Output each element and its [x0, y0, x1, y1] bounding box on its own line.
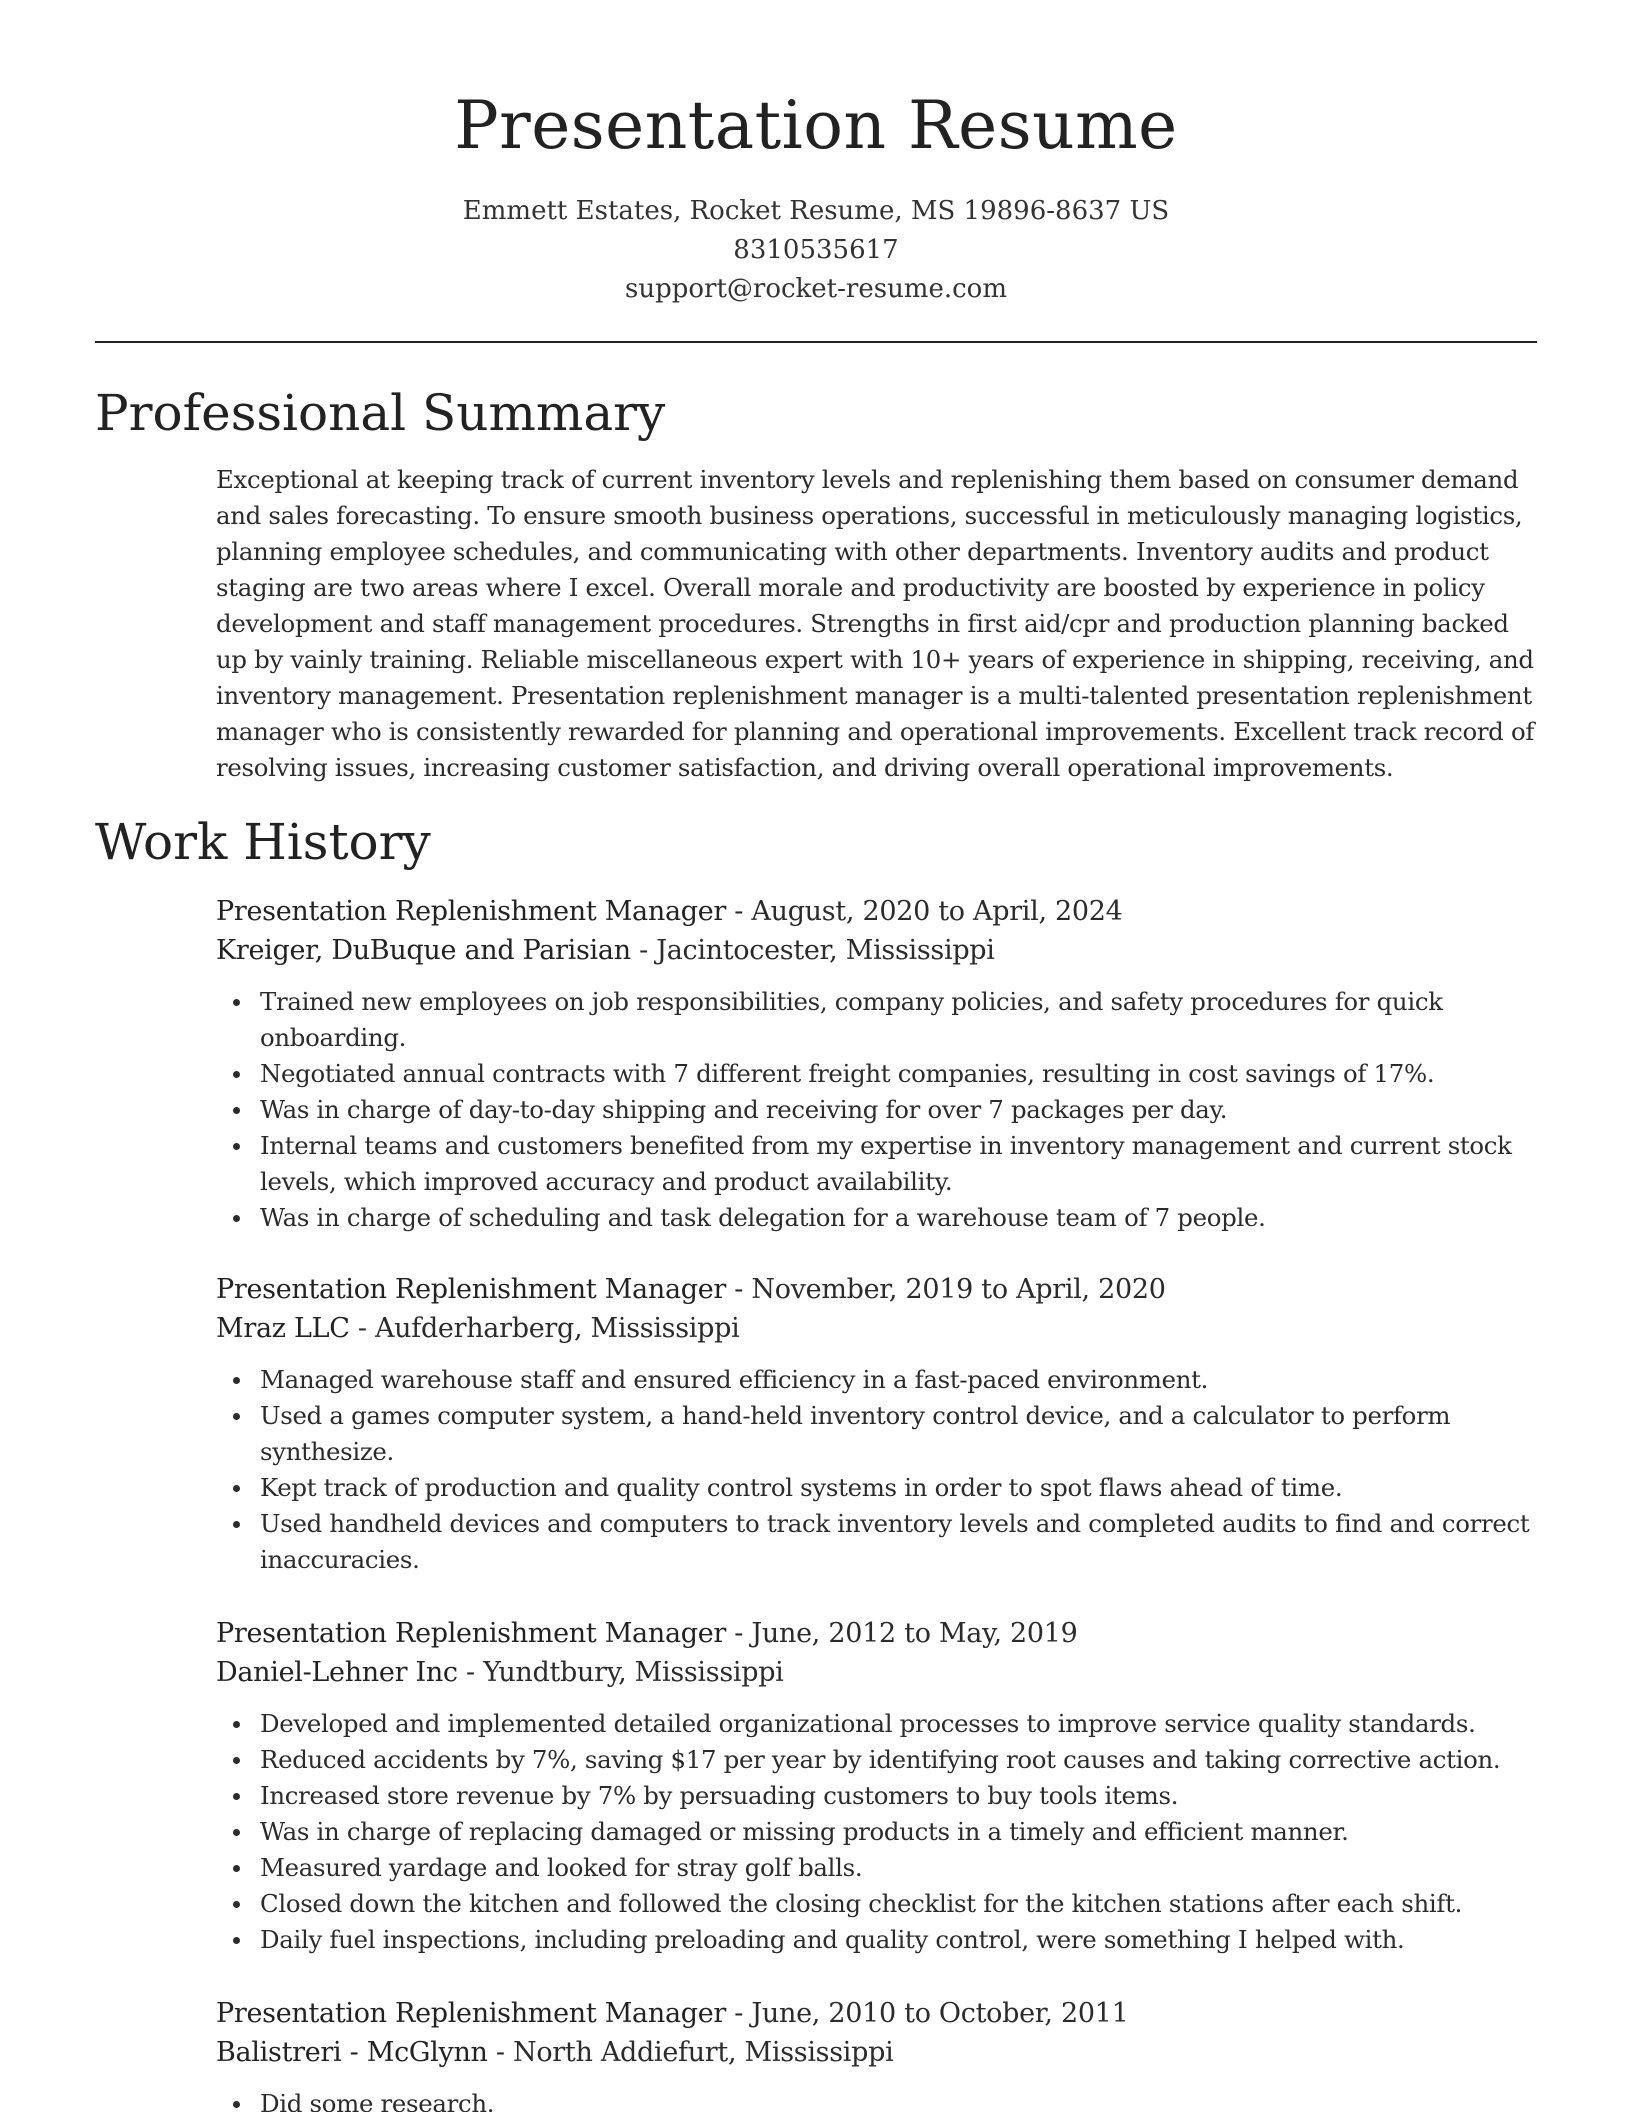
job-company-line: Daniel-Lehner Inc - Yundtbury, Mississippi — [216, 1657, 784, 1688]
job-dates: June, 2010 to October, 2011 — [751, 1998, 1129, 2029]
job-company: Mraz LLC — [216, 1313, 350, 1344]
job-dates: June, 2012 to May, 2019 — [751, 1618, 1078, 1649]
resume-title: Presentation Resume — [454, 87, 1178, 164]
job-location: Jacintocester, Mississippi — [656, 935, 995, 966]
list-item: Did some research. — [260, 2086, 1536, 2112]
job-dates: August, 2020 to April, 2024 — [751, 896, 1123, 927]
bullet-icon — [233, 1937, 240, 1944]
list-item: Trained new employees on job responsibilities, company policies, and safety procedures for quick onboarding. — [260, 984, 1536, 1056]
bullet-icon — [233, 1865, 240, 1872]
job-company: Daniel-Lehner Inc — [216, 1657, 458, 1688]
bullet-icon — [233, 1377, 240, 1384]
job-role: Presentation Replenishment Manager — [216, 896, 727, 927]
bullet-icon — [233, 1901, 240, 1908]
job-title-line: Presentation Replenishment Manager - June, 2012 to May, 2019 — [216, 1618, 1078, 1649]
job-entry — [216, 892, 1536, 1236]
email: support@rocket-resume.com — [624, 274, 1007, 304]
address: Emmett Estates, Rocket Resume, MS 19896-8637 US — [462, 196, 1170, 226]
job-entry — [216, 1614, 1536, 1958]
bullet-icon — [233, 1215, 240, 1222]
list-item: Used a games computer system, a hand-held inventory control device, and a calculator to perform synthesize. — [260, 1398, 1536, 1470]
job-bullets — [216, 2086, 1536, 2112]
job-entry — [216, 1270, 1536, 1578]
job-entry — [216, 1994, 1536, 2112]
job-role: Presentation Replenishment Manager — [216, 1998, 727, 2029]
list-item: Was in charge of day-to-day shipping and receiving for over 7 packages per day. — [260, 1092, 1536, 1128]
list-item: Increased store revenue by 7% by persuading customers to buy tools items. — [260, 1778, 1536, 1814]
list-item: Measured yardage and looked for stray golf balls. — [260, 1850, 1536, 1886]
list-item: Was in charge of replacing damaged or missing products in a timely and efficient manner. — [260, 1814, 1536, 1850]
list-item: Daily fuel inspections, including preloading and quality control, were something I helped with. — [260, 1922, 1536, 1958]
job-location: Aufderharberg, Mississippi — [374, 1313, 740, 1344]
list-item: Negotiated annual contracts with 7 different freight companies, resulting in cost savings of 17%. — [260, 1056, 1536, 1092]
bullet-icon — [233, 1143, 240, 1150]
list-item: Reduced accidents by 7%, saving $17 per year by identifying root causes and taking corrective action. — [260, 1742, 1536, 1778]
contact-block — [0, 192, 1632, 309]
bullet-icon — [233, 1757, 240, 1764]
job-location: North Addiefurt, Mississippi — [513, 2037, 894, 2068]
bullet-icon — [233, 1071, 240, 1078]
bullet-icon — [233, 1829, 240, 1836]
bullet-icon — [233, 1107, 240, 1114]
bullet-icon — [233, 1721, 240, 1728]
phone: 8310535617 — [733, 235, 899, 265]
bullet-icon — [233, 1485, 240, 1492]
bullet-icon — [233, 1413, 240, 1420]
bullet-icon — [233, 1793, 240, 1800]
job-title-line: Presentation Replenishment Manager - November, 2019 to April, 2020 — [216, 1274, 1166, 1305]
job-bullets — [216, 1362, 1536, 1578]
list-item: Developed and implemented detailed organizational processes to improve service quality standards. — [260, 1706, 1536, 1742]
job-role: Presentation Replenishment Manager — [216, 1618, 727, 1649]
job-company-line: Balistreri - McGlynn - North Addiefurt, Mississippi — [216, 2037, 894, 2068]
list-item: Internal teams and customers benefited from my expertise in inventory management and current stock levels, which improved accuracy and product availability. — [260, 1128, 1536, 1200]
job-title-line: Presentation Replenishment Manager - August, 2020 to April, 2024 — [216, 896, 1123, 927]
header-divider — [95, 341, 1537, 343]
bullet-icon — [233, 2101, 240, 2108]
list-item: Kept track of production and quality control systems in order to spot flaws ahead of time. — [260, 1470, 1536, 1506]
bullet-icon — [233, 1521, 240, 1528]
job-title-line: Presentation Replenishment Manager - June, 2010 to October, 2011 — [216, 1998, 1129, 2029]
job-bullets — [216, 1706, 1536, 1958]
job-company-line: Mraz LLC - Aufderharberg, Mississippi — [216, 1313, 740, 1344]
list-item: Managed warehouse staff and ensured efficiency in a fast-paced environment. — [260, 1362, 1536, 1398]
job-role: Presentation Replenishment Manager — [216, 1274, 727, 1305]
job-location: Yundtbury, Mississippi — [483, 1657, 784, 1688]
job-bullets — [216, 984, 1536, 1236]
bullet-icon — [233, 999, 240, 1006]
job-company: Balistreri - McGlynn — [216, 2037, 488, 2068]
job-company-line: Kreiger, DuBuque and Parisian - Jacintocester, Mississippi — [216, 935, 995, 966]
job-dates: November, 2019 to April, 2020 — [751, 1274, 1166, 1305]
job-company: Kreiger, DuBuque and Parisian — [216, 935, 631, 966]
list-item: Used handheld devices and computers to track inventory levels and completed audits to find and correct inaccuracies. — [260, 1506, 1536, 1578]
list-item: Closed down the kitchen and followed the closing checklist for the kitchen stations after each shift. — [260, 1886, 1536, 1922]
summary-heading: Professional Summary — [95, 384, 666, 442]
work-history-heading: Work History — [95, 813, 431, 871]
summary-text: Exceptional at keeping track of current inventory levels and replenishing them based on consumer demand and sales forecasting. To ensure smooth business operations, successful in meticulously managing logistics, planning employee schedules, and communicating with other departments. Inventory audits and product staging are two areas where I excel. Overall morale and productivity are boosted by experience in policy development and staff management procedures. Strengths in first aid/cpr and production planning backed up by vainly training. Reliable miscellaneous expert with 10+ years of experience in shipping, receiving, and inventory management. Presentation replenishment manager is a multi-talented presentation replenishment manager who is consistently rewarded for planning and operational improvements. Excellent track record of resolving issues, increasing customer satisfaction, and driving overall operational improvements. — [216, 465, 1535, 782]
list-item: Was in charge of scheduling and task delegation for a warehouse team of 7 people. — [260, 1200, 1536, 1236]
